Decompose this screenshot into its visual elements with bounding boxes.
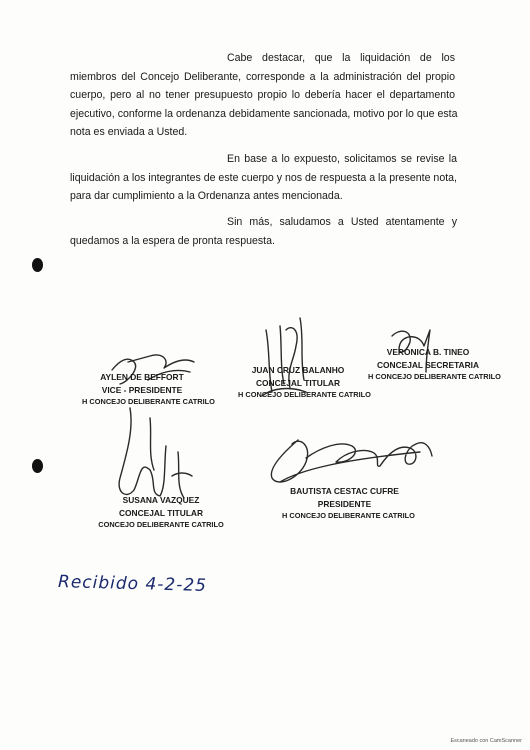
signatory-organization: H CONCEJO DELIBERANTE CATRILO [238, 390, 371, 399]
signatory-role: CONCEJAL TITULAR [255, 377, 341, 388]
letter-line: En base a lo expuesto, solicitamos se revise la [227, 153, 457, 165]
letter-line: miembros del Concejo Deliberante, corresponde a la administración del propio [70, 70, 455, 83]
signatory-role: CONCEJAL TITULAR [118, 507, 204, 518]
signatory-organization: CONCEJO DELIBERANTE CATRILO [98, 520, 224, 529]
signatory-role: VICE - PRESIDENTE [101, 384, 183, 395]
signature-vazquez [119, 408, 192, 498]
letter-line: quedamos a la espera de pronta respuesta. [70, 234, 275, 247]
letter-line: ejecutivo, conforme la ordenanza debidamente sancionada, motivo por lo que esta [70, 107, 458, 120]
signature-block-tineo [368, 346, 501, 384]
signatory-name: BAUTISTA CESTAC CUFRE [290, 486, 399, 496]
signature-block-cestac [282, 485, 415, 523]
letter-line: liquidación a los integrantes de este cuerpo y nos de respuesta a la presente nota, [70, 171, 457, 184]
signatory-name: JUAN CRUZ BALANHO [251, 365, 345, 375]
signatory-organization: H CONCEJO DELIBERANTE CATRILO [282, 511, 415, 520]
signature-block-beffort [82, 371, 215, 409]
handwritten-received-note: Recibido 4-2-25 [57, 572, 208, 596]
signature-block-vazquez [96, 494, 226, 532]
letter-line: para dar cumplimiento a la Ordenanza antes mencionada. [70, 190, 343, 202]
letter-line: cuerpo, pero al no tener presupuesto propio lo debería hacer el departamento [70, 89, 455, 101]
scanner-watermark: Escaneado con CamScanner [450, 738, 522, 744]
signatory-role: PRESIDENTE [317, 498, 372, 509]
letter-line: nota es enviada a Usted. [70, 126, 188, 138]
signatory-name: VERONICA B. TINEO [386, 347, 470, 357]
signatory-name: SUSANA VAZQUEZ [122, 495, 200, 505]
signature-block-balanho [238, 364, 371, 402]
signature-cestac [271, 440, 432, 482]
signatory-name: AYLEN DE BEFFORT [100, 372, 184, 382]
signatory-organization: H CONCEJO DELIBERANTE CATRILO [82, 397, 215, 406]
letter-line: Cabe destacar, que la liquidación de los [227, 52, 455, 64]
letter-line: Sin más, saludamos a Usted atentamente y [227, 216, 457, 228]
signatory-organization: H CONCEJO DELIBERANTE CATRILO [368, 372, 501, 381]
signatory-role: CONCEJAL SECRETARIA [376, 359, 480, 370]
